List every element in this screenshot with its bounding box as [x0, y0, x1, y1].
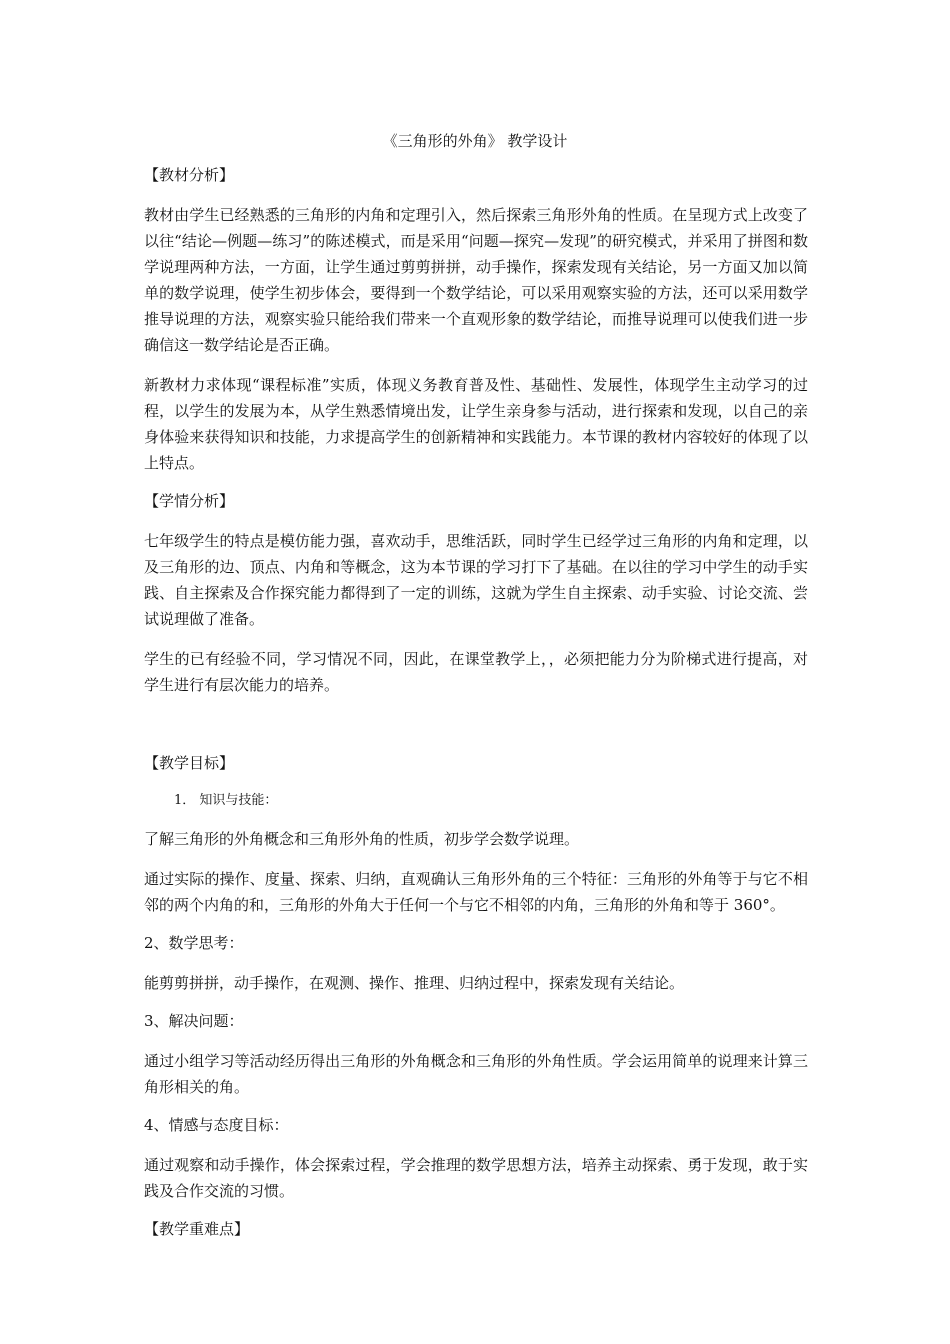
section-heading-material: 【教材分析】 — [144, 166, 235, 184]
goal-4-label: 4、情感与态度目标： — [144, 1116, 289, 1134]
section-heading-student: 【学情分析】 — [144, 492, 235, 510]
paragraph-student-2: 学生的已有经验不同，学习情况不同，因此，在课堂教学上，，必须把能力分为阶梯式进行提高，对学生进行有层次能力的培养。 — [144, 650, 808, 694]
paragraph-student-1: 七年级学生的特点是模仿能力强，喜欢动手，思维活跃，同时学生已经学过三角形的内角和定理，以及三角形的边、顶点、内角和等概念，这为本节课的学习打下了基础。在以往的学习中学生的动手实践、自主探索及合作探究能力都得到了一定的训练，这就为学生自主探索、动手实验、讨论交流、尝试说理做了准备。 — [144, 532, 808, 628]
goal-2-label: 2、数学思考： — [144, 934, 244, 952]
document-body — [144, 164, 808, 1256]
section-heading-goals: 【教学目标】 — [144, 754, 235, 772]
paragraph-goal-1-a: 了解三角形的外角概念和三角形外角的性质，初步学会数学说理。 — [144, 830, 580, 848]
paragraph-goal-2: 能剪剪拼拼，动手操作，在观测、操作、推理、归纳过程中，探索发现有关结论。 — [144, 974, 685, 992]
spacer — [144, 712, 808, 752]
paragraph-goal-4: 通过观察和动手操作，体会探索过程，学会推理的数学思想方法，培养主动探索、勇于发现，敢于实践及合作交流的习惯。 — [144, 1156, 808, 1200]
goal-3-label: 3、解决问题： — [144, 1012, 244, 1030]
paragraph-material-1: 教材由学生已经熟悉的三角形的内角和定理引入，然后探索三角形外角的性质。在呈现方式上改变了以往“结论—例题—练习”的陈述模式，而是采用“问题—探究—发现”的研究模式，并采用了拼图和数学说理两种方法，一方面，让学生通过剪剪拼拼，动手操作，探索发现有关结论，另一方面又加以简单的数学说理，使学生初步体会，要得到一个数学结论，可以采用观察实验的方法，还可以采用数学推导说理的方法，观察实验只能给我们带来一个直观形象的数学结论，而推导说理可以使我们进一步确信这一数学结论是否正确。 — [144, 206, 808, 354]
document-title: 《三角形的外角》 教学设计 — [382, 132, 568, 150]
paragraph-goal-1-b: 通过实际的操作、度量、探索、归纳，直观确认三角形外角的三个特征：三角形的外角等于与它不相邻的两个内角的和，三角形的外角大于任何一个与它不相邻的内角，三角形的外角和等于 360°。 — [144, 870, 808, 914]
goal-1-label: 1． 知识与技能： — [174, 793, 278, 808]
paragraph-goal-3: 通过小组学习等活动经历得出三角形的外角概念和三角形的外角性质。学会运用简单的说理来计算三角形相关的角。 — [144, 1052, 808, 1096]
section-heading-keypoints: 【教学重难点】 — [144, 1220, 250, 1238]
paragraph-material-2: 新教材力求体现“课程标准”实质，体现义务教育普及性、基础性、发展性，体现学生主动学习的过程，以学生的发展为本，从学生熟悉情境出发，让学生亲身参与活动，进行探索和发现，以自己的亲身体验来获得知识和技能，力求提高学生的创新精神和实践能力。本节课的教材内容较好的体现了以上特点。 — [144, 376, 808, 472]
